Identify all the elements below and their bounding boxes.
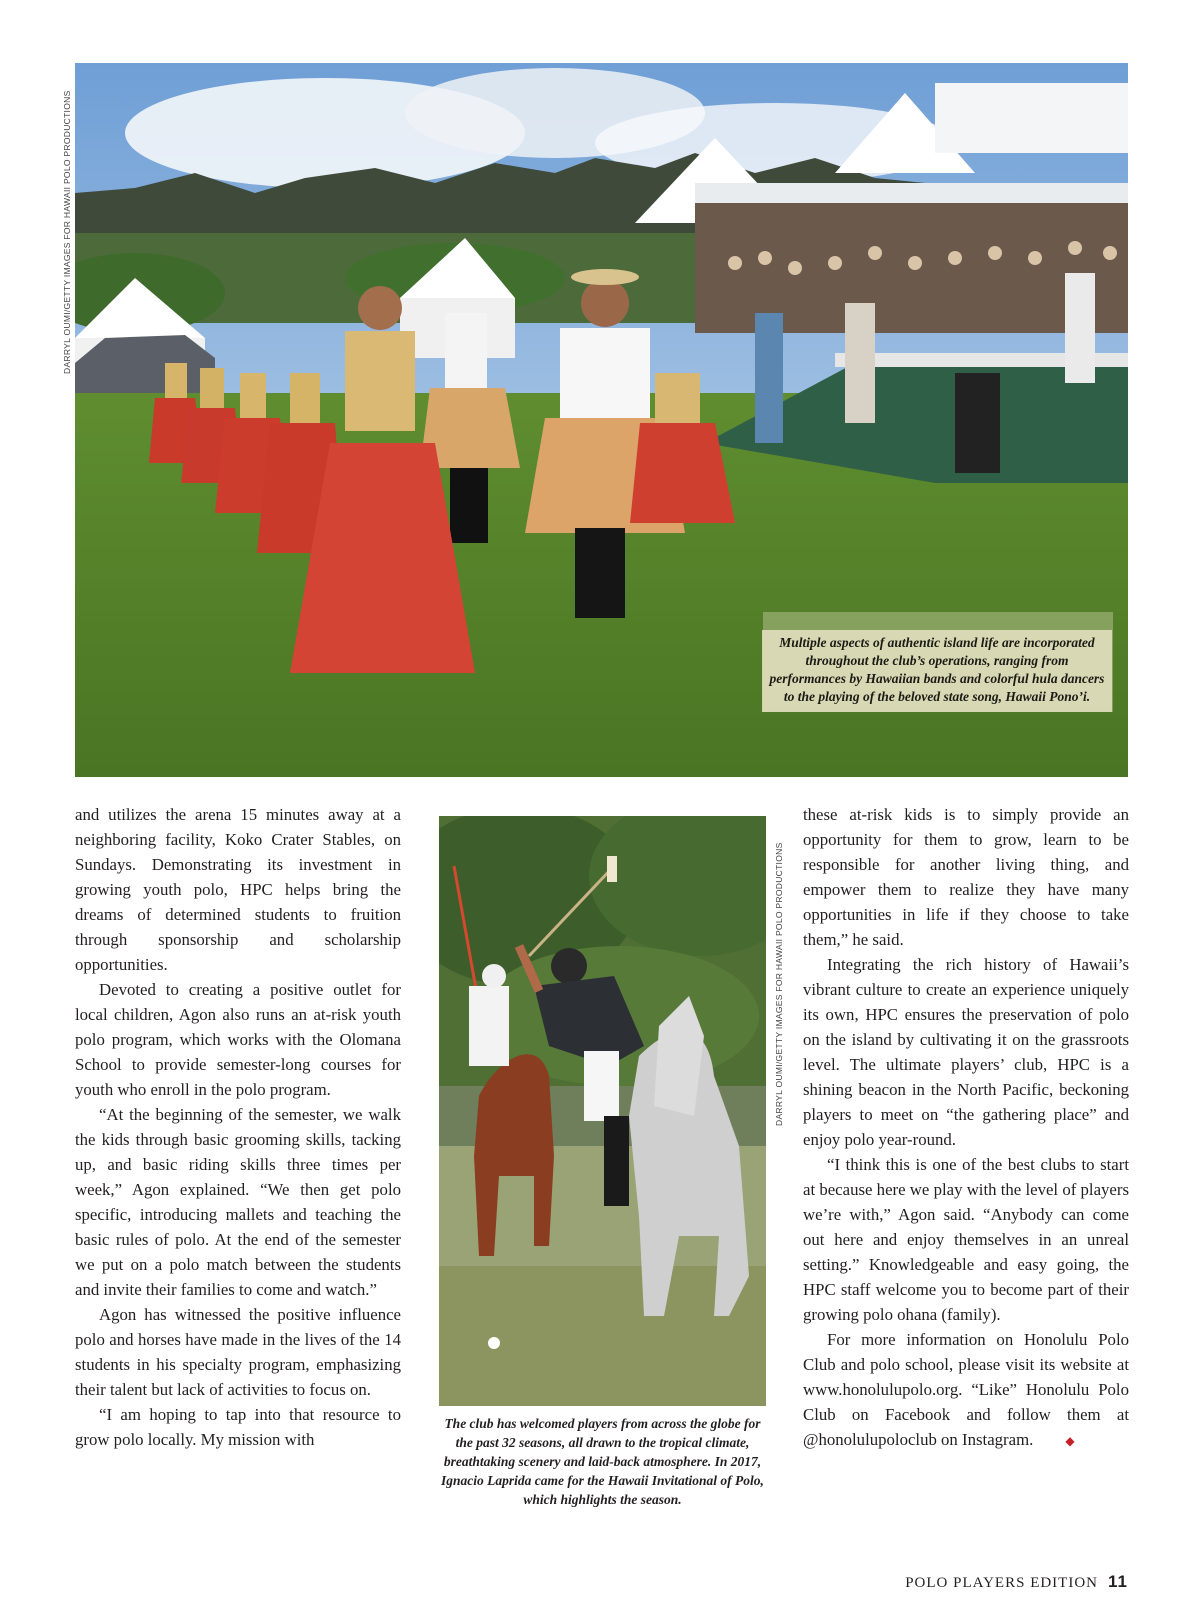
- left-paragraph-5: “I am hoping to tap into that resource to grow polo locally. My mission with: [75, 1405, 401, 1449]
- left-column: [75, 802, 401, 1452]
- left-paragraph-4: Agon has witnessed the positive influence polo and horses have made in the lives of the 14 students in his specialty program, emphasizing their talent but lack of activities to focus on.: [75, 1305, 401, 1399]
- publication-name: POLO PLAYERS EDITION: [905, 1575, 1099, 1591]
- polo-player-photo: [439, 816, 766, 1406]
- right-paragraph-1: these at-risk kids is to simply provide an opportunity for them to grow, learn to be responsible for another living thing, and empower them to realize they have many opportunities in life if they choose to take them,” he said.: [803, 805, 1129, 949]
- right-paragraph-4-text: For more information on Honolulu Polo Club and polo school, please visit its website at www.honolulupolo.org. “Like” Honolulu Polo Club on Facebook and follow them at @honolulupoloclub on Instagram.: [803, 1330, 1129, 1449]
- left-paragraph-1: and utilizes the arena 15 minutes away at a neighboring facility, Koko Crater Stables, on Sundays. Demonstrating its investment in growing youth polo, HPC helps bring the dreams of determined students to fruition through sponsorship and scholarship opportunities.: [75, 805, 401, 974]
- polo-player-illustration: [439, 816, 766, 1406]
- hero-caption: Multiple aspects of authentic island life are incorporated throughout the club’s operations, ranging from performances by Hawaiian bands and colorful hula dancers to the playing of the beloved state song, Hawaii Pono’i.: [762, 630, 1112, 712]
- right-paragraph-3: “I think this is one of the best clubs to start at because here we play with the level of players we’re with,” Agon said. “Anybody can come out here and enjoy themselves in an unreal setting.” Knowledgeable and easy going, the HPC staff welcome you to become part of their growing polo ohana (family).: [803, 1155, 1129, 1324]
- hero-photo-credit: DARRYL OUMI/GETTY IMAGES FOR HAWAII POLO PRODUCTIONS: [62, 90, 72, 374]
- right-paragraph-4: [803, 1327, 1129, 1454]
- page-footer: [905, 1572, 1128, 1592]
- left-paragraph-3: “At the beginning of the semester, we walk the kids through basic grooming skills, tacking up, and basic riding skills three times per week,” Agon explained. “We then get polo specific, introducing mallets and teaching the basic rules of polo. At the end of the semester we put on a polo match between the students and invite their families to come and watch.”: [75, 1105, 401, 1299]
- left-paragraph-2: Devoted to creating a positive outlet for local children, Agon also runs an at-risk youth polo program, which works with the Olomana School to provide semester-long courses for youth who enroll in the polo program.: [75, 980, 401, 1099]
- right-paragraph-2: Integrating the rich history of Hawaii’s vibrant culture to create an experience uniquely its own, HPC ensures the preservation of polo on the island by cultivating it on the grassroots level. The ultimate players’ club, HPC is a shining beacon in the North Pacific, beckoning players to meet on “the gathering place” and enjoy polo year-round.: [803, 955, 1129, 1149]
- page-number: 11: [1108, 1572, 1128, 1591]
- right-column: [803, 802, 1129, 1454]
- middle-photo-caption: The club has welcomed players from across the globe for the past 32 seasons, all drawn to the tropical climate, breathtaking scenery and laid-back atmosphere. In 2017, Ignacio Laprida came for the Hawaii Invitational of Polo, which highlights the season.: [441, 1416, 764, 1507]
- end-of-article-mark: ◆: [1065, 1434, 1075, 1448]
- middle-photo-credit: DARRYL OUMI/GETTY IMAGES FOR HAWAII POLO PRODUCTIONS: [774, 842, 784, 1126]
